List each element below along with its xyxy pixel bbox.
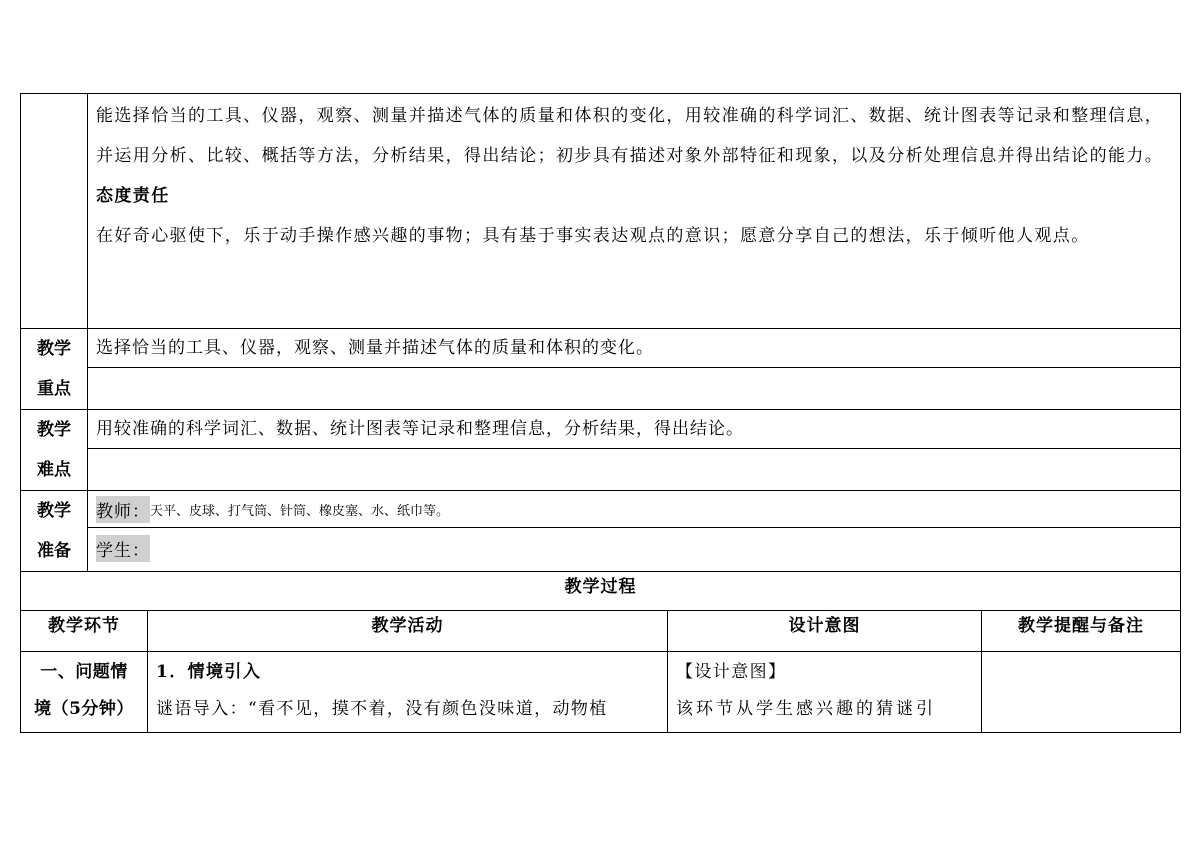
activity-heading: 1．情境引入 — [156, 662, 262, 682]
preparation-label: 教学 准备 — [21, 491, 88, 572]
difficulties-row — [21, 410, 1181, 491]
stage-line-1: 一、问题情 — [40, 662, 128, 682]
teacher-tag: 教师： — [96, 496, 150, 523]
stage-line-2: 境（5分钟） — [34, 699, 134, 719]
lesson-plan-table — [20, 93, 1181, 733]
intent-text: 该环节从学生感兴趣的猜谜引 — [676, 699, 936, 719]
objectives-cell — [88, 94, 1181, 329]
difficulties-cell — [88, 410, 1181, 491]
intent-cell — [668, 652, 982, 733]
objectives-label-cell — [21, 94, 88, 329]
process-title-row — [21, 572, 1181, 611]
header-notes: 教学提醒与备注 — [982, 611, 1181, 652]
student-tag: 学生： — [96, 535, 150, 562]
key-points-row — [21, 329, 1181, 410]
key-points-text: 选择恰当的工具、仪器，观察、测量并描述气体的质量和体积的变化。 — [96, 338, 654, 358]
key-points-label: 教学 重点 — [21, 329, 88, 410]
key-points-empty-line — [88, 367, 1180, 407]
header-stage: 教学环节 — [21, 611, 148, 652]
process-row-1 — [21, 652, 1181, 733]
activity-text: 谜语导入：“看不见，摸不着，没有颜色没味道，动物植 — [156, 699, 608, 719]
difficulties-text: 用较准确的科学词汇、数据、统计图表等记录和整理信息，分析结果，得出结论。 — [96, 419, 744, 439]
difficulties-empty-line — [88, 448, 1180, 488]
process-header-row — [21, 611, 1181, 652]
intent-heading: 【设计意图】 — [676, 662, 787, 682]
objectives-row — [21, 94, 1181, 329]
preparation-cell — [88, 491, 1181, 572]
attitude-heading: 态度责任 — [96, 186, 170, 206]
difficulties-label: 教学 难点 — [21, 410, 88, 491]
activity-cell — [148, 652, 668, 733]
key-points-cell — [88, 329, 1181, 410]
teacher-prep-line — [88, 491, 1180, 527]
objectives-paragraph: 能选择恰当的工具、仪器，观察、测量并描述气体的质量和体积的变化，用较准确的科学词汇、数据、统计图表等记录和整理信息，并运用分析、比较、概括等方法，分析结果，得出结论；初步具有描述对象外部特征和现象，以及分析处理信息并得出结论的能力。 — [96, 106, 1164, 166]
header-intent: 设计意图 — [668, 611, 982, 652]
lesson-plan-document — [20, 93, 1180, 733]
attitude-text: 在好奇心驱使下，乐于动手操作感兴趣的事物；具有基于事实表达观点的意识；愿意分享自己的想法，乐于倾听他人观点。 — [96, 226, 1090, 246]
notes-cell — [982, 652, 1181, 733]
student-prep-line — [88, 527, 1180, 569]
teacher-items: 天平、皮球、打气筒、针筒、橡皮塞、水、纸巾等。 — [150, 503, 450, 519]
process-title: 教学过程 — [21, 572, 1181, 611]
header-activity: 教学活动 — [148, 611, 668, 652]
stage-cell — [21, 652, 148, 733]
preparation-row — [21, 491, 1181, 572]
